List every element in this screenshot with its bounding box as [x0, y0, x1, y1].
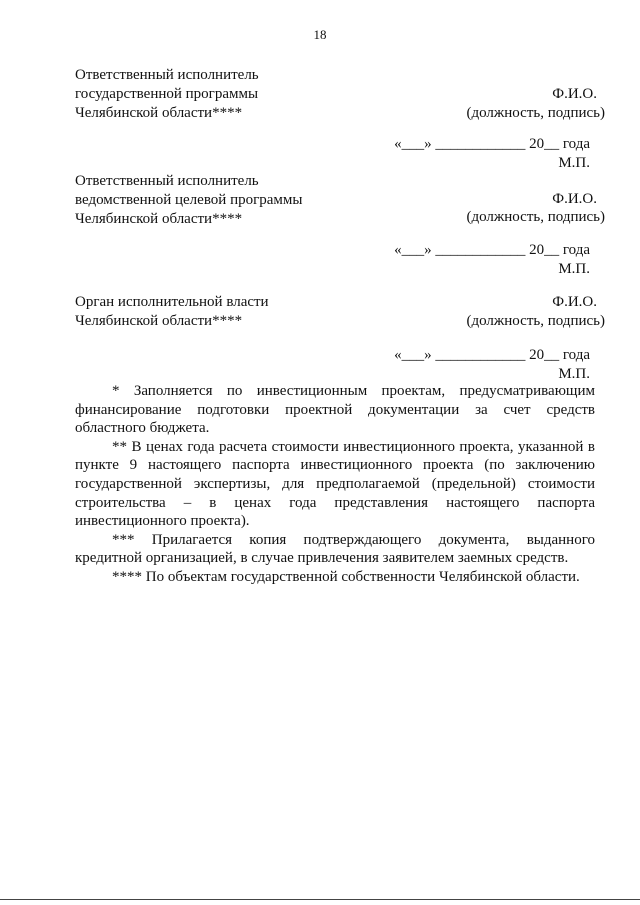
footnote: ** В ценах года расчета стоимости инвестиционного проекта, указанной в пункте 9 настоящего паспорта инвестиционного проекта (по заключению государственной экспертизы, для предполагаемой (предельной) стоимости строительства – в ценах года представления настоящего паспорта инвестиционного проекта). [75, 438, 595, 530]
footnote: * Заполняется по инвестиционным проектам, предусматривающим финансирование подготовки проектной документации за счет средств областного бюджета. [75, 383, 595, 437]
signatory-title-line: Челябинской области**** [75, 211, 243, 227]
signatory-title-line: Челябинской области**** [75, 105, 243, 121]
date-line: «___» ____________ 20__ года [394, 242, 590, 258]
signature-block-executive-body [75, 293, 605, 333]
signatory-title-line: Ответственный исполнитель [75, 67, 259, 83]
signatory-title-line: Челябинской области**** [75, 313, 243, 329]
signatory-title-line: государственной программы [75, 86, 259, 102]
fio-placeholder: Ф.И.О. [552, 294, 597, 310]
stamp-mark: М.П. [558, 261, 590, 277]
footnote: *** Прилагается копия подтверждающего документа, выданного кредитной организацией, в случае привлечения заявителем заемных средств. [75, 531, 595, 567]
signatory-title-line: ведомственной целевой программы [75, 192, 303, 208]
footnotes [75, 382, 595, 587]
stamp-mark: М.П. [558, 155, 590, 171]
date-line: «___» ____________ 20__ года [394, 347, 590, 363]
signatory-title-line: Орган исполнительной власти [75, 294, 269, 310]
signature-block-departmental-program [75, 172, 605, 232]
signatory-title [75, 293, 395, 331]
position-signature-caption: (должность, подпись) [466, 313, 605, 329]
fio-placeholder: Ф.И.О. [552, 191, 597, 207]
signature-block-state-program [75, 66, 605, 126]
signatory-title-line: Ответственный исполнитель [75, 173, 259, 189]
date-stamp-block [340, 135, 590, 175]
position-signature-caption: (должность, подпись) [466, 105, 605, 121]
date-stamp-block [340, 241, 590, 281]
date-line: «___» ____________ 20__ года [394, 136, 590, 152]
position-signature-caption: (должность, подпись) [466, 209, 605, 225]
signatory-title [75, 172, 395, 229]
page-bottom-edge [0, 899, 640, 900]
page-number: 18 [313, 27, 327, 42]
signatory-title [75, 66, 395, 123]
footnote: **** По объектам государственной собственности Челябинской области. [112, 568, 580, 585]
stamp-mark: М.П. [558, 366, 590, 382]
fio-placeholder: Ф.И.О. [552, 86, 597, 102]
date-stamp-block [340, 346, 590, 386]
